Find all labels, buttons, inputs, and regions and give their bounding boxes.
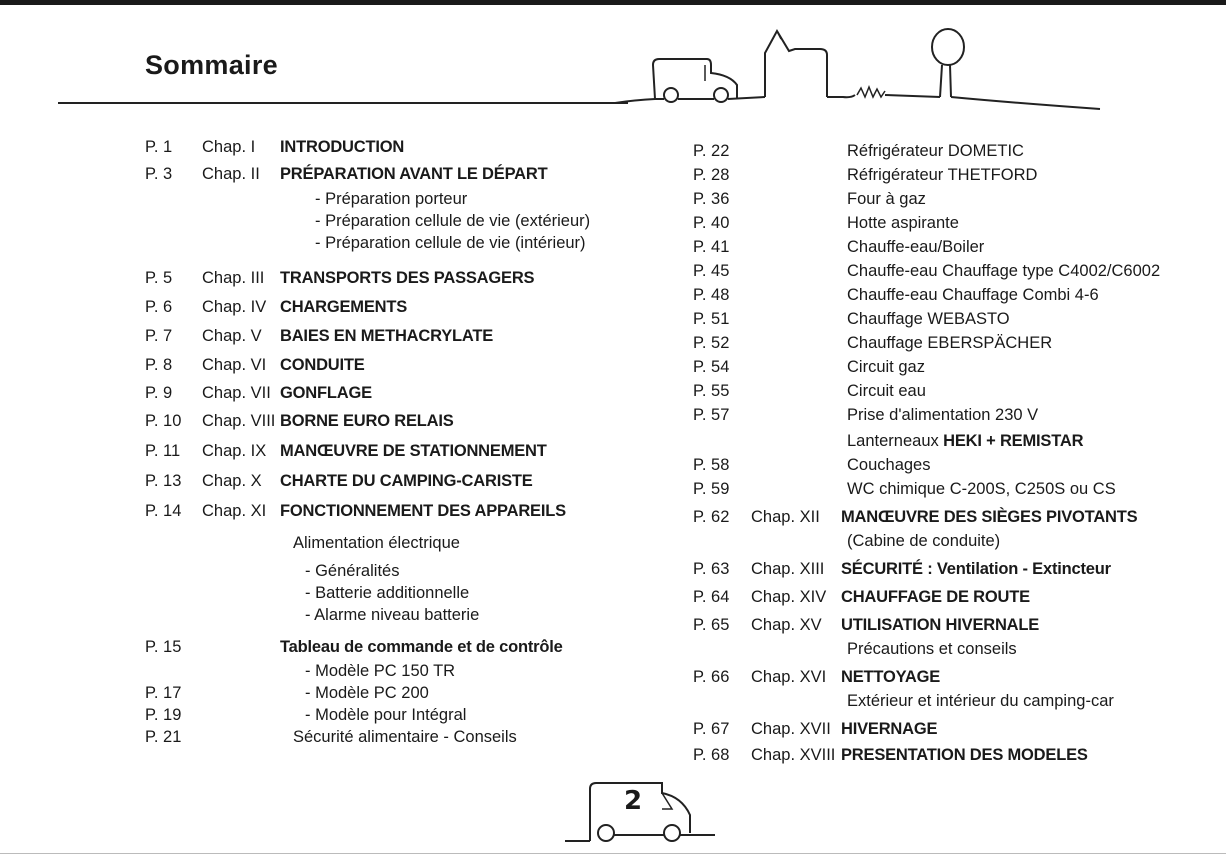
toc-page-ref: P. 66 (693, 668, 730, 686)
toc-chapter: Chap. VII (202, 384, 271, 402)
header-rule (58, 102, 628, 104)
toc-chapter-title: PRÉPARATION AVANT LE DÉPART (280, 165, 548, 183)
toc-chapter: Chap. XV (751, 616, 822, 634)
page-number: 2 (624, 786, 643, 816)
toc-page-ref: P. 36 (693, 190, 730, 208)
toc-chapter-title: CHAUFFAGE DE ROUTE (841, 588, 1030, 606)
toc-chapter-title: INTRODUCTION (280, 138, 405, 156)
toc-chapter-title: MANŒUVRE DES SIÈGES PIVOTANTS (841, 508, 1138, 526)
toc-subsection: Chauffage WEBASTO (847, 310, 1010, 328)
toc-page-ref: P. 62 (693, 508, 730, 526)
toc-page-ref: P. 40 (693, 214, 730, 232)
toc-page-ref: P. 65 (693, 616, 730, 634)
toc-subsection: (Cabine de conduite) (847, 532, 1001, 550)
toc-chapter-title: MANŒUVRE DE STATIONNEMENT (280, 442, 547, 460)
toc-chapter: Chap. XVIII (751, 746, 836, 764)
toc-page-ref: P. 11 (145, 442, 181, 460)
toc-chapter-title: CONDUITE (280, 356, 365, 374)
toc-subsection: Réfrigérateur DOMETIC (847, 142, 1024, 160)
toc-page-ref: P. 13 (145, 472, 182, 490)
toc-subsection: Circuit eau (847, 382, 926, 400)
toc-page-ref: P. 58 (693, 456, 730, 474)
toc-chapter-title: CHARGEMENTS (280, 298, 408, 316)
toc-page-ref: P. 7 (145, 327, 173, 345)
toc-chapter-title: TRANSPORTS DES PASSAGERS (280, 269, 535, 287)
toc-chapter-title: SÉCURITÉ : Ventilation - Extincteur (841, 560, 1111, 578)
toc-page-ref: P. 1 (145, 138, 173, 156)
toc-page-ref: P. 52 (693, 334, 730, 352)
toc-subsection: Réfrigérateur THETFORD (847, 166, 1038, 184)
toc-subsection: - Alarme niveau batterie (305, 606, 480, 624)
toc-subsection: - Modèle PC 150 TR (305, 662, 456, 680)
toc-subsection: Précautions et conseils (847, 640, 1017, 658)
toc-chapter-title: CHARTE DU CAMPING-CARISTE (280, 472, 533, 490)
toc-chapter: Chap. XI (202, 502, 267, 520)
toc-page-ref: P. 14 (145, 502, 182, 520)
toc-chapter: Chap. II (202, 165, 260, 183)
toc-chapter: Chap. IX (202, 442, 267, 460)
toc-chapter: Chap. VIII (202, 412, 276, 430)
toc-subsection: Chauffe-eau Chauffage Combi 4-6 (847, 286, 1099, 304)
toc-subsection: Chauffe-eau/Boiler (847, 238, 985, 256)
toc-chapter-title: PRESENTATION DES MODELES (841, 746, 1088, 764)
toc-subsection: Couchages (847, 456, 931, 474)
toc-subsection: Circuit gaz (847, 358, 925, 376)
toc-page-ref: P. 48 (693, 286, 730, 304)
toc-page-ref: P. 28 (693, 166, 730, 184)
toc-chapter-title: FONCTIONNEMENT DES APPAREILS (280, 502, 566, 520)
toc-page-ref: P. 22 (693, 142, 730, 160)
toc-page-ref: P. 55 (693, 382, 730, 400)
toc-page-ref: P. 64 (693, 588, 730, 606)
toc-chapter: Chap. X (202, 472, 262, 490)
toc-chapter: Chap. IV (202, 298, 267, 316)
toc-chapter-title: NETTOYAGE (841, 668, 941, 686)
toc-page-ref: P. 45 (693, 262, 730, 280)
toc-page-ref: P. 67 (693, 720, 730, 738)
toc-page-ref: P. 63 (693, 560, 730, 578)
toc-subsection: - Préparation cellule de vie (extérieur) (315, 212, 591, 230)
toc-subsection: Prise d'alimentation 230 V (847, 406, 1039, 424)
page-top-border (0, 0, 1226, 5)
toc-subsection: WC chimique C-200S, C250S ou CS (847, 480, 1116, 498)
toc-page-ref: P. 17 (145, 684, 182, 702)
toc-chapter-title: BAIES EN METHACRYLATE (280, 327, 494, 345)
toc-subsection: Sécurité alimentaire - Conseils (293, 728, 517, 746)
toc-subsection: Hotte aspirante (847, 214, 959, 232)
toc-page-ref: P. 68 (693, 746, 730, 764)
toc-subsection: - Modèle PC 200 (305, 684, 429, 702)
toc-chapter: Chap. VI (202, 356, 267, 374)
toc-page-ref: P. 5 (145, 269, 173, 287)
toc-page-ref: P. 54 (693, 358, 730, 376)
toc-page-ref: P. 57 (693, 406, 730, 424)
toc-section-title: Tableau de commande et de contrôle (280, 638, 563, 656)
toc-chapter: Chap. III (202, 269, 265, 287)
toc-page-ref: P. 51 (693, 310, 730, 328)
toc-subsection: - Modèle pour Intégral (305, 706, 467, 724)
toc-subsection: Chauffe-eau Chauffage type C4002/C6002 (847, 262, 1161, 280)
toc-chapter-title: BORNE EURO RELAIS (280, 412, 454, 430)
toc-page-ref: P. 41 (693, 238, 730, 256)
toc-subsection: Chauffage EBERSPÄCHER (847, 334, 1053, 352)
toc-page-ref: P. 59 (693, 480, 730, 498)
toc-chapter: Chap. XII (751, 508, 820, 526)
toc-brand-names: HEKI + REMISTAR (938, 432, 1084, 450)
toc-page-ref: P. 15 (145, 638, 182, 656)
toc-chapter: Chap. XIII (751, 560, 825, 578)
toc-page-ref: P. 19 (145, 706, 182, 724)
toc-page-ref: P. 3 (145, 165, 173, 183)
toc-page-ref: P. 6 (145, 298, 173, 316)
toc-chapter-title: UTILISATION HIVERNALE (841, 616, 1040, 634)
toc-subsection: Alimentation électrique (293, 534, 460, 552)
toc-chapter: Chap. XVI (751, 668, 827, 686)
toc-page-ref: P. 9 (145, 384, 173, 402)
toc-page-ref: P. 10 (145, 412, 182, 430)
bottom-rule (0, 853, 1226, 854)
toc-subsection: Four à gaz (847, 190, 926, 208)
page-title: Sommaire (145, 50, 278, 80)
toc-chapter: Chap. V (202, 327, 262, 345)
toc-chapter-title: GONFLAGE (280, 384, 372, 402)
toc-subsection: - Batterie additionnelle (305, 584, 470, 602)
camper-landscape-illustration (615, 25, 1115, 125)
toc-subsection: Lanterneaux HEKI + REMISTAR (847, 432, 1084, 450)
toc-subsection: - Préparation porteur (315, 190, 468, 208)
toc-page-ref: P. 21 (145, 728, 182, 746)
toc-subsection: - Préparation cellule de vie (intérieur) (315, 234, 586, 252)
toc-subsection: - Généralités (305, 562, 400, 580)
toc-chapter: Chap. I (202, 138, 256, 156)
toc-subsection: Extérieur et intérieur du camping-car (847, 692, 1114, 710)
toc-chapter-title: HIVERNAGE (841, 720, 938, 738)
toc-chapter: Chap. XIV (751, 588, 827, 606)
toc-chapter: Chap. XVII (751, 720, 831, 738)
toc-page-ref: P. 8 (145, 356, 173, 374)
